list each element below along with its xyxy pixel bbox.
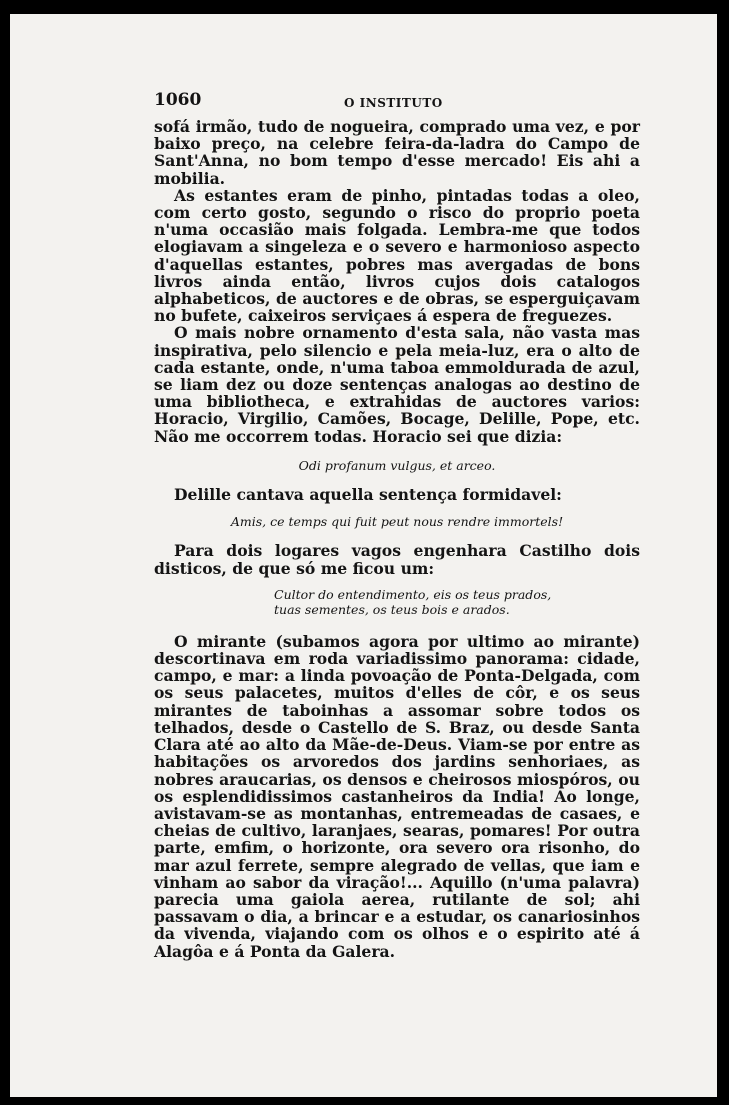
distich-line-1: Cultor do entendimento, eis os teus prados,: [274, 586, 552, 602]
paragraph-continuation: sofá irmão, tudo de nogueira, comprado uma vez, e por baixo preço, na celebre feira-da-ladra do Campo de Sant'Anna, no bom tempo d'esse mercado! Eis ahi a mobilia.: [154, 117, 640, 188]
page-header: [154, 88, 640, 118]
page-frame: [10, 14, 717, 1097]
distich-line-2: tuas sementes, os teus bois e arados.: [274, 601, 510, 617]
paragraph-mirante: O mirante (subamos agora por ultimo ao mirante) descortinava em roda variadissimo panorama: cidade, campo, e mar: a linda povoação de Ponta-Delgada, com os seus palacetes, muitos d'elles de côr, e os seus mirantes de taboinhas a assomar sobre todos os telhados, desde o Castello de S. Braz, ou desde Santa Clara até ao alto da Mãe-de-Deus. Viam-se por entre as habitações os arvoredos dos jardins senhoriaes, as nobres araucarias, os densos e cheirosos miospóros, ou os esplendidissimos castanheiros da India! Ao longe, avistavam-se as montanhas, entremeadas de casaes, e cheias de cultivo, laranjaes, searas, pomares! Por outra parte, emfim, o horizonte, ora severo ora risonho, do mar azul ferrete, sempre alegrado de vellas, que iam e vinham ao sabor da viração!... Aquillo (n'uma palavra) parecia uma gaiola aerea, rutilante de sol; ahi passavam o dia, a brincar e a estudar, os canariosinhos da vivenda, viajando com os olhos e o espirito até á Alagôa e á Ponta da Galera.: [154, 631, 640, 961]
running-title: O INSTITUTO: [344, 96, 443, 110]
quote-horacio: Odi profanum vulgus, et arceo.: [298, 457, 496, 473]
paragraph-ornamento: O mais nobre ornamento d'esta sala, não vasta mas inspirativa, pelo silencio e pela meia-luz, era o alto de cada estante, onde, n'uma taboa emmoldurada de azul, se liam dez ou doze sentenças analogas ao destino de uma bibliotheca, e extrahidas de auctores varios: Horacio, Virgilio, Camões, Bocage, Delille, Pope, etc. Não me occorrem todas. Horacio sei que dizia:: [154, 323, 640, 446]
paragraph-disticos: Para dois logares vagos engenhara Castilho dois disticos, de que só me ficou um:: [154, 541, 640, 578]
quote-delille: Amis, ce temps qui fuit peut nous rendre immortels!: [230, 514, 564, 530]
distich: [154, 587, 640, 617]
paragraph-estantes: As estantes eram de pinho, pintadas todas a oleo, com certo gosto, segundo o risco do proprio poeta n'uma occasião mais folgada. Lembra-me que todos elogiavam a singeleza e o severo e harmonioso aspecto d'aquellas estantes, pobres mas avergadas de bons livros ainda então, livros cujos dois catalogos alphabeticos, de auctores e de obras, se esperguiçavam no bufete, caixeiros serviçaes á espera de freguezes.: [154, 185, 640, 326]
paragraph-delille: Delille cantava aquella sentença formidavel:: [174, 485, 562, 505]
page-content: [154, 88, 640, 960]
page-number: 1060: [154, 90, 202, 110]
